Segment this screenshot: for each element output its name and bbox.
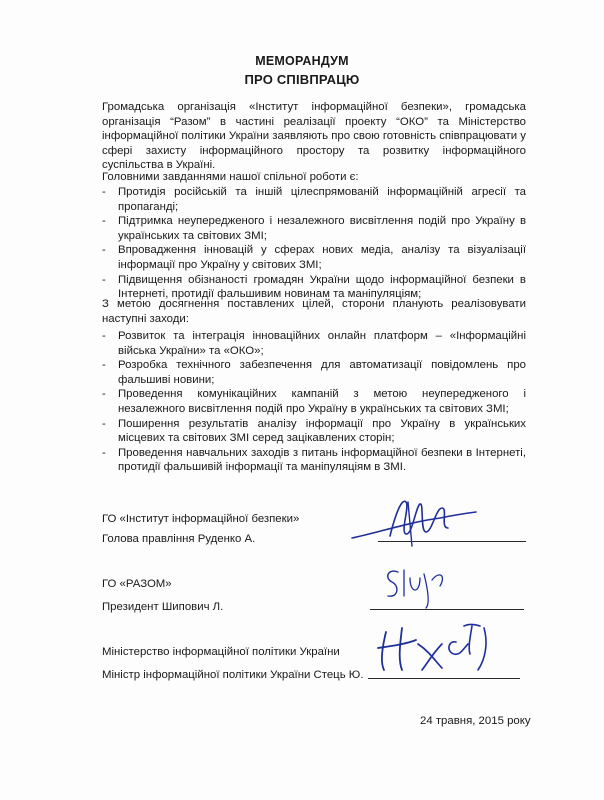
list-marker: - [102,359,106,372]
tasks-heading: Головними завданнями нашої спільної роботи є: [102,171,359,183]
list-item-text: Проведення навчальних заходів з питань інформаційної безпеки в Інтернеті, протидії фальшивій інформації та маніпуляціям в ЗМІ. [118,446,526,474]
list-marker: - [102,388,106,401]
list-marker: - [102,273,106,286]
tasks-list [102,185,526,302]
document-subtitle: ПРО СПІВПРАЦЮ [244,72,360,87]
list-item-text: Підтримка неупередженого і незалежного висвітлення подій про Україну в українських та світових ЗМІ; [118,215,526,242]
list-marker: - [102,244,106,257]
signature-shypovych [380,564,470,610]
list-marker: - [102,417,106,430]
intro-paragraph: Громадська організація «Інститут інформаційної безпеки», громадська організація “Разом” в частині реалізації проекту “ОКО” та Міністерство інформаційної політики України заявляють про свою готовність співпрацювати у сфері захисту інформаційного простору та розвитку інформаційного суспільства в Україні. [102,101,526,172]
list-marker: - [102,186,106,198]
list-item [102,329,526,358]
signature-rudenko [350,492,480,552]
list-item-text: Впровадження інновацій у сферах нових медіа, аналізу та візуалізації інформації про Україну у світових ЗМІ; [118,244,526,271]
signatory-person: Міністр інформаційної політики України Стець Ю. [102,669,364,681]
list-item-text: Протидія російській та іншій цілеспрямованій інформаційній агресії та пропаганді; [118,186,526,213]
measures-list [102,329,526,475]
list-item [102,358,526,387]
document-date: 24 травня, 2015 року [420,715,531,727]
list-item [102,185,526,214]
signatory-person: Президент Шипович Л. [102,601,224,613]
list-item [102,243,526,272]
list-item-text: Підвищення обізнаності громадян України щодо інформаційної безпеки в Інтернеті, протидії фальшивим новинам та маніпуляціям; [118,273,526,301]
list-item [102,446,526,475]
list-item-text: Розвиток та інтеграція інноваційних онлайн платформ – «Інформаційні війська України» та «ОКО»; [118,330,526,357]
list-marker: - [102,446,106,459]
document-title: МЕМОРАНДУМ [255,54,349,68]
list-item [102,214,526,243]
signatory-organization: ГО «РАЗОМ» [102,578,172,590]
list-item [102,387,526,416]
list-item-text: Розробка технічного забезпечення для автоматизації повідомлень про фальшиві новини; [118,359,526,386]
signatory-organization: Міністерство інформаційної політики України [102,646,340,658]
list-marker: - [102,215,106,228]
list-item-text: Поширення результатів аналізу інформації про Україну в українських місцевих та світових ЗМІ серед зацікавлених сторін; [118,417,526,445]
signatory-organization: ГО «Інститут інформаційної безпеки» [102,513,300,525]
list-item [102,417,526,446]
signatory-person: Голова правління Руденко А. [102,533,256,545]
signature-stets [372,618,496,680]
measures-heading: З метою досягнення поставлених цілей, сторони планують реалізовувати наступні заходи: [102,298,526,325]
list-item-text: Проведення комунікаційних кампаній з метою неупередженого і незалежного висвітлення подій про Україну в українських та світових ЗМІ; [118,388,526,415]
list-marker: - [102,330,106,342]
